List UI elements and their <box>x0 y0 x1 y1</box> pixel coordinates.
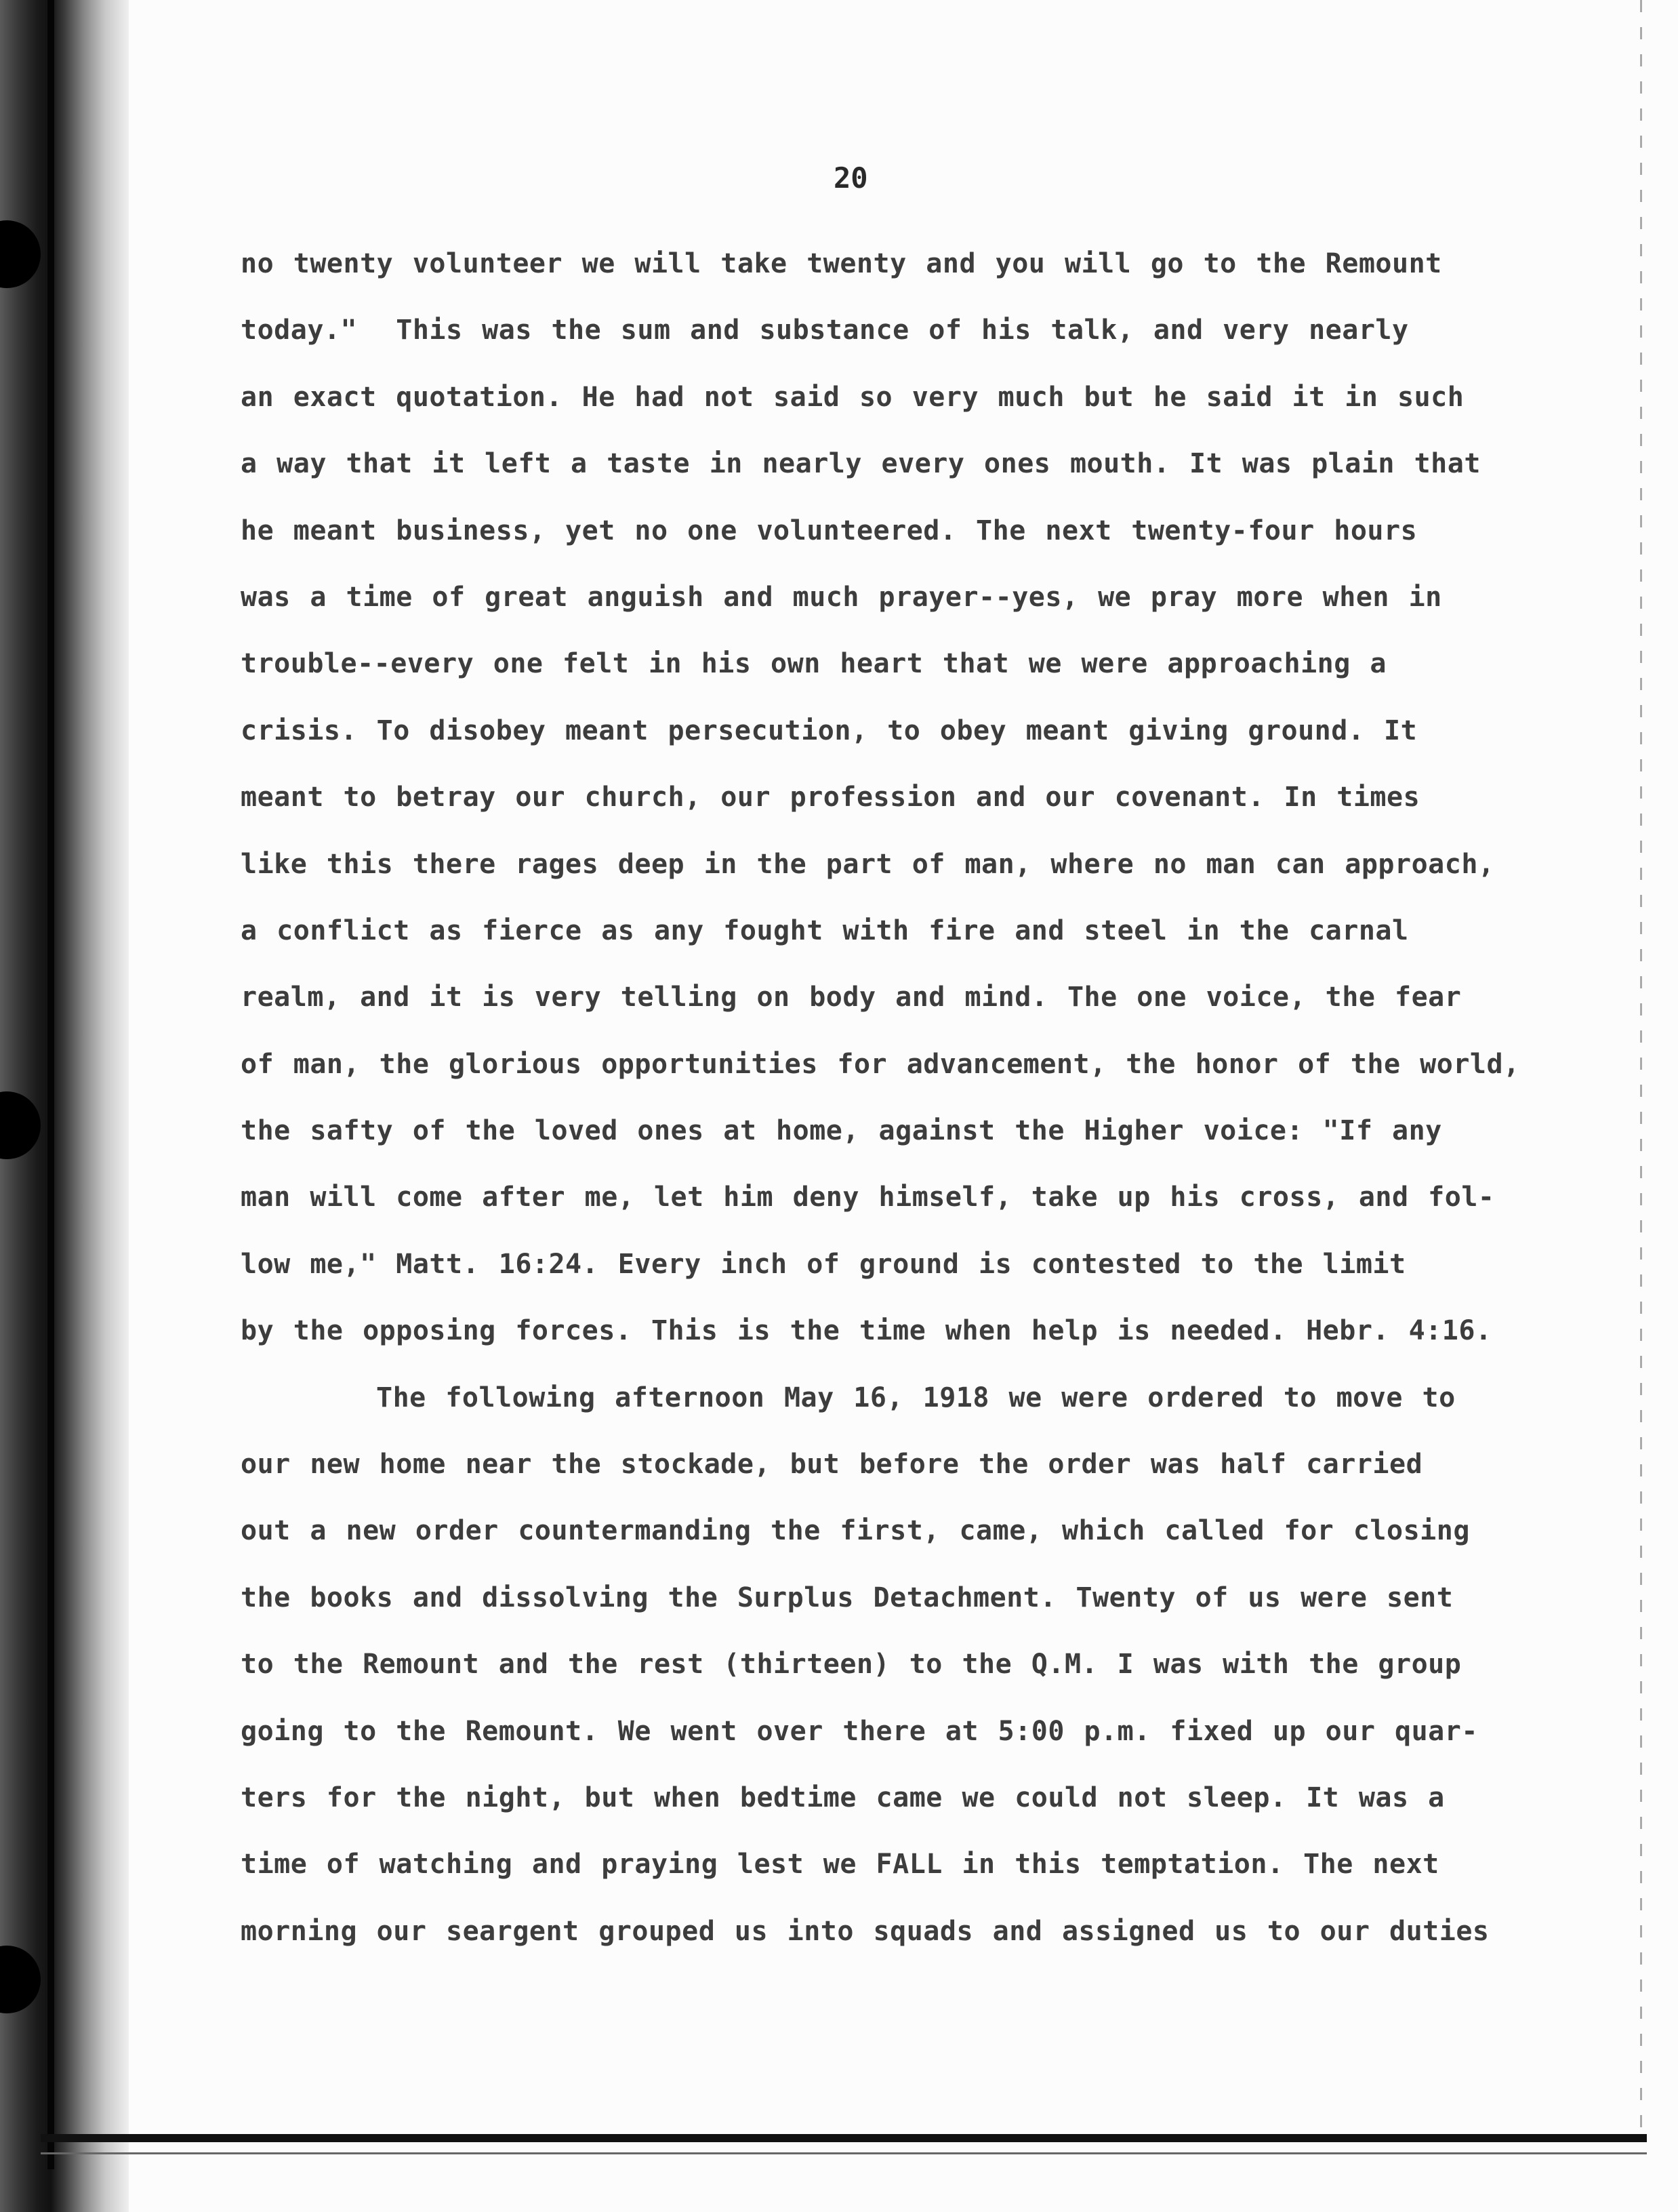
text-line: crisis. To disobey meant persecution, to obey meant giving ground. It <box>241 715 1418 746</box>
text-line: out a new order countermanding the first, came, which called for closing <box>241 1515 1470 1547</box>
text-line: morning our seargent grouped us into squads and assigned us to our duties <box>241 1915 1490 1947</box>
text-line: today." This was the sum and substance of his talk, and very nearly <box>241 315 1409 346</box>
page-bottom-edge <box>41 2134 1647 2142</box>
typed-text-body <box>241 230 1528 1965</box>
text-line: a conflict as fierce as any fought with fire and steel in the carnal <box>241 914 1409 946</box>
text-line: low me," Matt. 16:24. Every inch of ground is contested to the limit <box>241 1248 1406 1280</box>
text-line: of man, the glorious opportunities for advancement, the honor of the world, <box>241 1048 1520 1080</box>
paragraph-first-line: The following afternoon May 16, 1918 we were ordered to move to <box>376 1382 1456 1413</box>
text-line: to the Remount and the rest (thirteen) to the Q.M. I was with the group <box>241 1649 1462 1681</box>
text-line: man will come after me, let him deny himself, take up his cross, and fol- <box>241 1182 1495 1213</box>
text-line: meant to betray our church, our profession and our covenant. In times <box>241 782 1420 813</box>
text-line: ters for the night, but when bedtime came we could not sleep. It was a <box>241 1782 1445 1813</box>
text-line: trouble--every one felt in his own heart that we were approaching a <box>241 648 1387 680</box>
text-line: going to the Remount. We went over there at 5:00 p.m. fixed up our quar- <box>241 1715 1478 1747</box>
page-bottom-edge-thin <box>41 2152 1647 2154</box>
text-line: the books and dissolving the Surplus Detachment. Twenty of us were sent <box>241 1582 1454 1613</box>
page-number: 20 <box>834 161 868 195</box>
text-line: he meant business, yet no one volunteered. The next twenty-four hours <box>241 515 1418 546</box>
binding-line <box>47 0 54 2169</box>
text-line: realm, and it is very telling on body and mind. The one voice, the fear <box>241 982 1462 1013</box>
text-line: a way that it left a taste in nearly every ones mouth. It was plain that <box>241 448 1481 480</box>
text-line: time of watching and praying lest we FALL in this temptation. The next <box>241 1849 1439 1881</box>
text-line: by the opposing forces. This is the time when help is needed. Hebr. 4:16. <box>241 1315 1492 1347</box>
text-line: an exact quotation. He had not said so very much but he said it in such <box>241 381 1465 413</box>
text-line: like this there rages deep in the part of man, where no man can approach, <box>241 848 1495 880</box>
page-right-edge <box>1640 0 1642 2135</box>
text-line: the safty of the loved ones at home, against the Higher voice: "If any <box>241 1115 1442 1147</box>
text-line: our new home near the stockade, but before the order was half carried <box>241 1449 1423 1481</box>
text-line: was a time of great anguish and much prayer--yes, we pray more when in <box>241 581 1442 613</box>
text-line: no twenty volunteer we will take twenty and you will go to the Remount <box>241 248 1442 279</box>
